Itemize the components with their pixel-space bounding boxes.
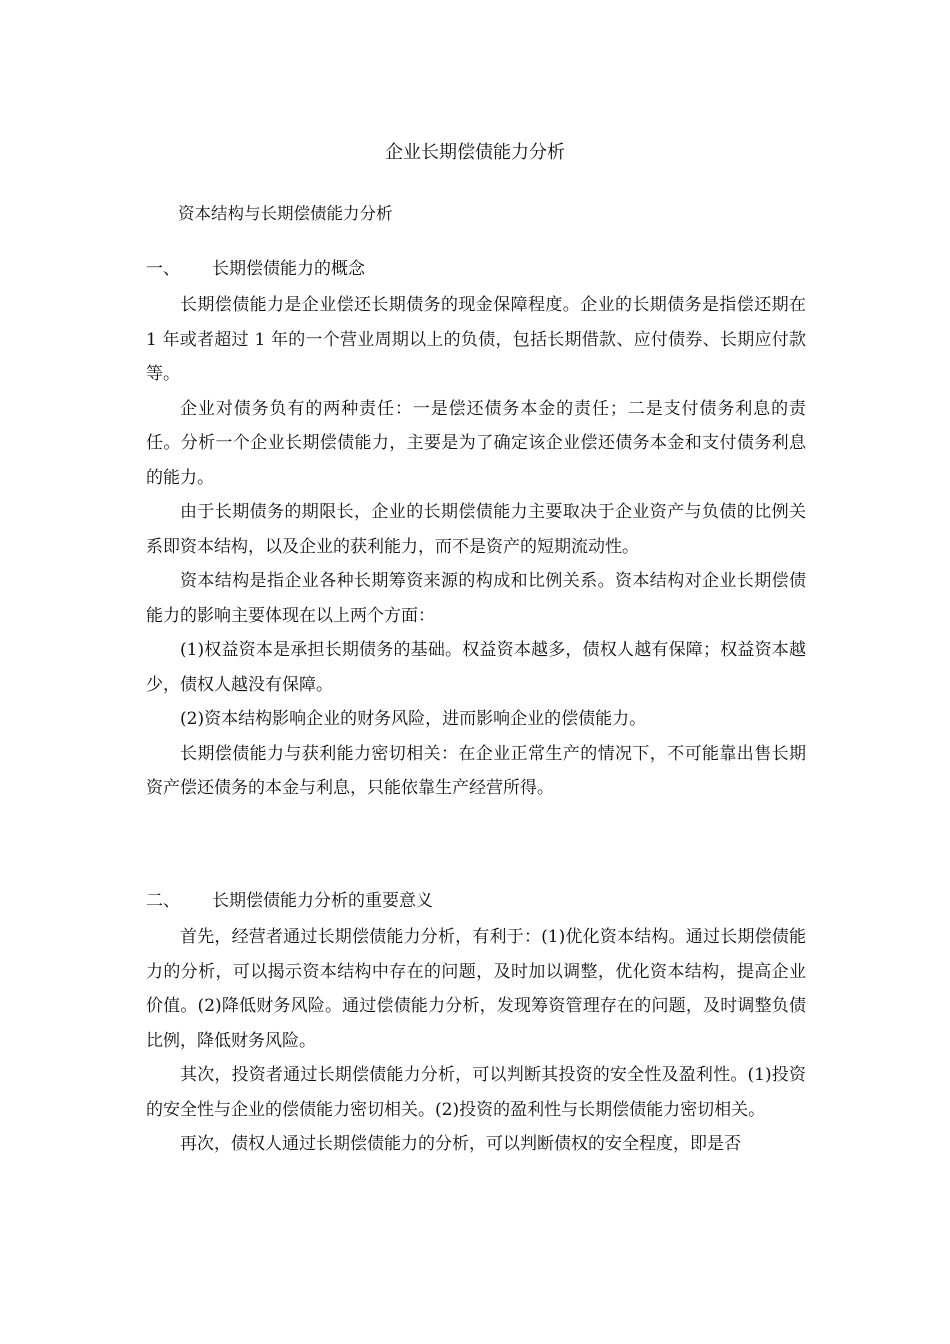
paragraph: 首先，经营者通过长期偿债能力分析，有利于：(1)优化资本结构。通过长期偿债能力的分析，可以揭示资本结构中存在的问题，及时加以调整，优化资本结构，提高企业价值。(2)降低财务风险。通过偿债能力分析，发现筹资管理存在的问题，及时调整负债比例，降低财务风险。: [146, 927, 806, 1051]
paragraph: 企业对债务负有的两种责任：一是偿还债务本金的责任；二是支付债务利息的责任。分析一个企业长期偿债能力，主要是为了确定该企业偿还债务本金和支付债务利息的能力。: [146, 398, 806, 488]
document-subtitle: 资本结构与长期偿债能力分析: [178, 204, 393, 223]
section-concept: [146, 254, 806, 806]
section-heading-text: 长期偿债能力的概念: [212, 259, 365, 279]
paragraph: 长期偿债能力与获利能力密切相关：在企业正常生产的情况下，不可能靠出售长期资产偿还债务的本金与利息，只能依靠生产经营所得。: [146, 743, 806, 798]
paragraph: (2)资本结构影响企业的财务风险，进而影响企业的偿债能力。: [180, 709, 647, 729]
document-title: 企业长期偿债能力分析: [385, 142, 565, 163]
paragraph: 其次，投资者通过长期偿债能力分析，可以判断其投资的安全性及盈利性。(1)投资的安全性与企业的偿债能力密切相关。(2)投资的盈利性与长期偿债能力密切相关。: [146, 1065, 806, 1120]
paragraph: (1)权益资本是承担长期债务的基础。权益资本越多，债权人越有保障；权益资本越少，债权人越没有保障。: [146, 640, 806, 695]
paragraph: 由于长期债务的期限长，企业的长期偿债能力主要取决于企业资产与负债的比例关系即资本结构，以及企业的获利能力，而不是资产的短期流动性。: [146, 502, 806, 557]
section-heading: [146, 886, 806, 920]
paragraph: 再次，债权人通过长期偿债能力的分析，可以判断债权的安全程度，即是否: [180, 1134, 741, 1154]
section-number: 二、: [146, 891, 180, 911]
paragraph: 资本结构是指企业各种长期筹资来源的构成和比例关系。资本结构对企业长期偿债能力的影响主要体现在以上两个方面：: [146, 571, 806, 626]
paragraph: 长期偿债能力是企业偿还长期债务的现金保障程度。企业的长期债务是指偿还期在 1 年或者超过 1 年的一个营业周期以上的负债，包括长期借款、应付债券、长期应付款等。: [146, 295, 806, 384]
section-heading: [146, 254, 806, 288]
section-number: 一、: [146, 259, 180, 279]
section-significance: [146, 886, 806, 1162]
section-heading-text: 长期偿债能力分析的重要意义: [212, 891, 433, 911]
